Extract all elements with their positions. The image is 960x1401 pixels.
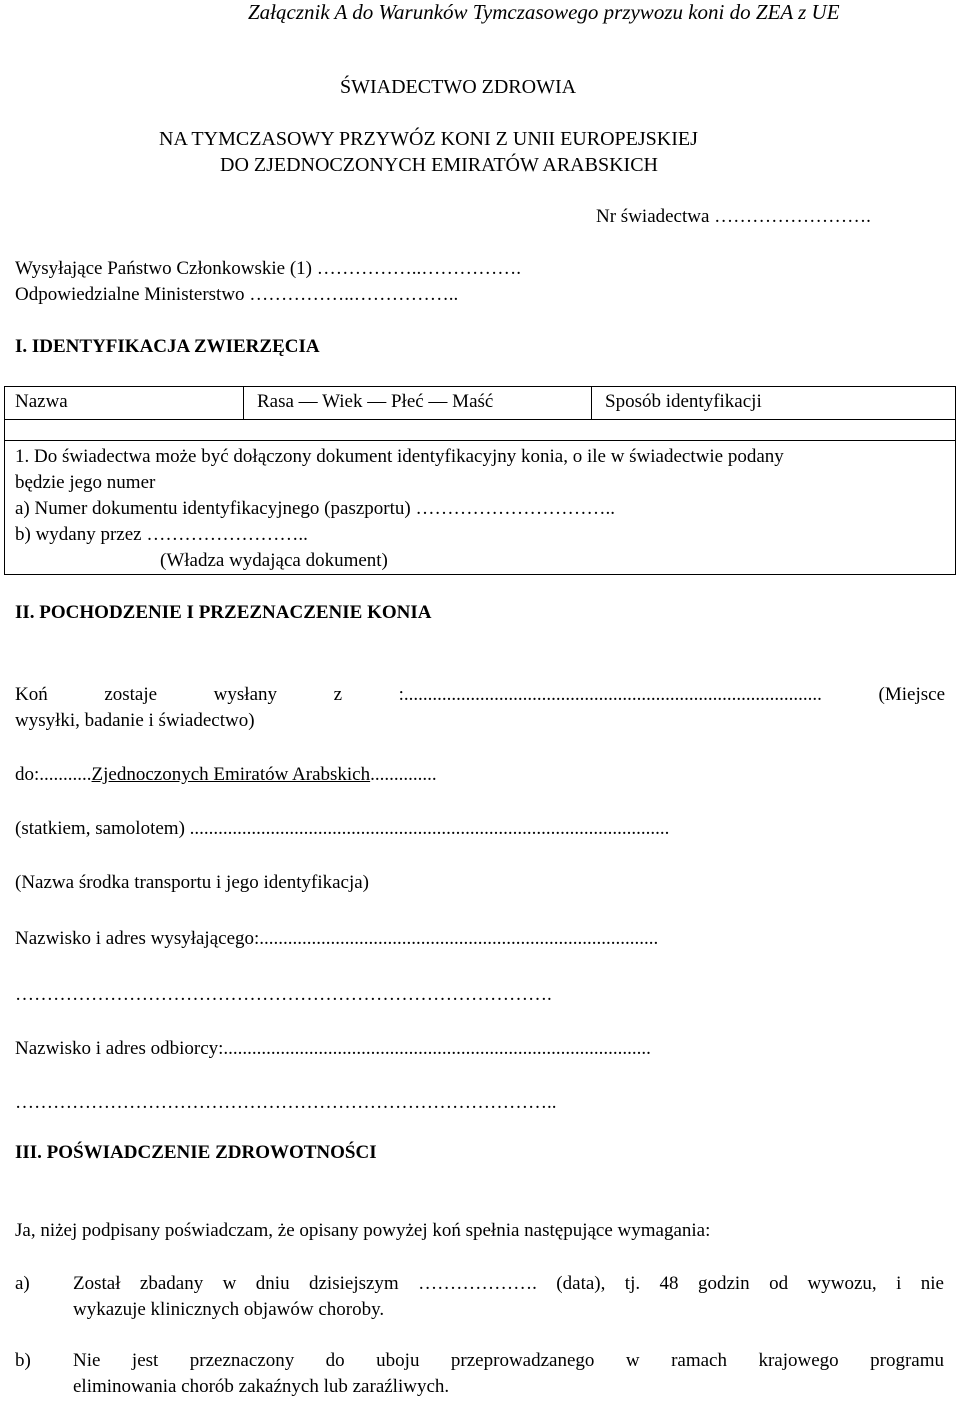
column-breed-age-sex-color: Rasa — Wiek — Płeć — Maść bbox=[257, 391, 494, 412]
transport-note: (Nazwa środka transportu i jego identyfikacja) bbox=[15, 872, 370, 893]
section-2-heading: II. POCHODZENIE I PRZEZNACZENIE KONIA bbox=[15, 602, 432, 623]
table-divider bbox=[243, 386, 244, 420]
section-1-heading: I. IDENTYFIKACJA ZWIERZĘCIA bbox=[15, 336, 320, 357]
issued-by-field[interactable]: b) wydany przez …………………….. bbox=[15, 524, 308, 545]
item-b-label: b) bbox=[15, 1350, 31, 1371]
certificate-number-field[interactable]: Nr świadectwa ……………………. bbox=[596, 206, 871, 227]
examination-date-field[interactable]: Został zbadany w dniu dzisiejszym ………………. (data), tj. 48 godzin od wywozu, i nie bbox=[73, 1273, 944, 1294]
item-a-label: a) bbox=[15, 1273, 30, 1294]
destination-field[interactable] bbox=[15, 764, 437, 786]
sender-name-field[interactable]: Nazwisko i adres wysyłającego:.................................................................................... bbox=[15, 928, 659, 949]
certification-intro: Ja, niżej podpisany poświadczam, że opisany powyżej koń spełnia następujące wymagania: bbox=[15, 1220, 711, 1241]
sender-address-field[interactable]: …………………………………………………………………………. bbox=[15, 984, 552, 1005]
section-3-heading: III. POŚWIADCZENIE ZDROWOTNOŚCI bbox=[15, 1142, 377, 1163]
passport-number-field[interactable]: a) Numer dokumentu identyfikacyjnego (paszportu) ………………………….. bbox=[15, 498, 615, 519]
destination-prefix: do:........... bbox=[15, 764, 92, 785]
ministry-field[interactable]: Odpowiedzialne Ministerstwo ……………..…………….. bbox=[15, 284, 459, 305]
recipient-address-field[interactable]: ………………………………………………………………………….. bbox=[15, 1092, 557, 1113]
certificate-subtitle-1: NA TYMCZASOWY PRZYWÓZ KONI Z UNII EUROPEJSKIEJ bbox=[159, 128, 698, 150]
table-divider bbox=[591, 386, 592, 420]
column-name: Nazwa bbox=[15, 391, 68, 412]
dispatch-place-note: wysyłki, badanie i świadectwo) bbox=[15, 710, 255, 731]
identification-table-row[interactable] bbox=[4, 419, 956, 441]
transport-field[interactable]: (statkiem, samolotem) ..................................................................................................... bbox=[15, 818, 670, 839]
item-b-text: eliminowania chorób zakaźnych lub zaraźliwych. bbox=[73, 1376, 450, 1397]
item-b-text: Nie jest przeznaczony do uboju przeprowadzanego w ramach krajowego programu bbox=[73, 1350, 944, 1371]
issuing-authority-label: (Władza wydająca dokument) bbox=[160, 550, 388, 571]
certificate-title: ŚWIADECTWO ZDROWIA bbox=[340, 76, 577, 98]
dispatch-place-field[interactable]: Koń zostaje wysłany z :........................................................................................ (Miejsce bbox=[15, 684, 945, 705]
note-text: 1. Do świadectwa może być dołączony dokument identyfikacyjny konia, o ile w świadectwie podany bbox=[15, 446, 784, 467]
item-a-text: wykazuje klinicznych objawów choroby. bbox=[73, 1299, 385, 1320]
recipient-name-field[interactable]: Nazwisko i adres odbiorcy:.......................................................................................... bbox=[15, 1038, 651, 1059]
member-state-field[interactable]: Wysyłające Państwo Członkowskie (1) ……………..……………. bbox=[15, 258, 521, 279]
destination-value: Zjednoczonych Emiratów Arabskich bbox=[91, 764, 371, 785]
column-identification-method: Sposób identyfikacji bbox=[605, 391, 762, 412]
certificate-subtitle-2: DO ZJEDNOCZONYCH EMIRATÓW ARABSKICH bbox=[220, 154, 658, 176]
annex-title: Załącznik A do Warunków Tymczasowego przywozu koni do ZEA z UE bbox=[248, 0, 840, 24]
destination-suffix: .............. bbox=[370, 764, 437, 785]
note-text: będzie jego numer bbox=[15, 472, 156, 493]
